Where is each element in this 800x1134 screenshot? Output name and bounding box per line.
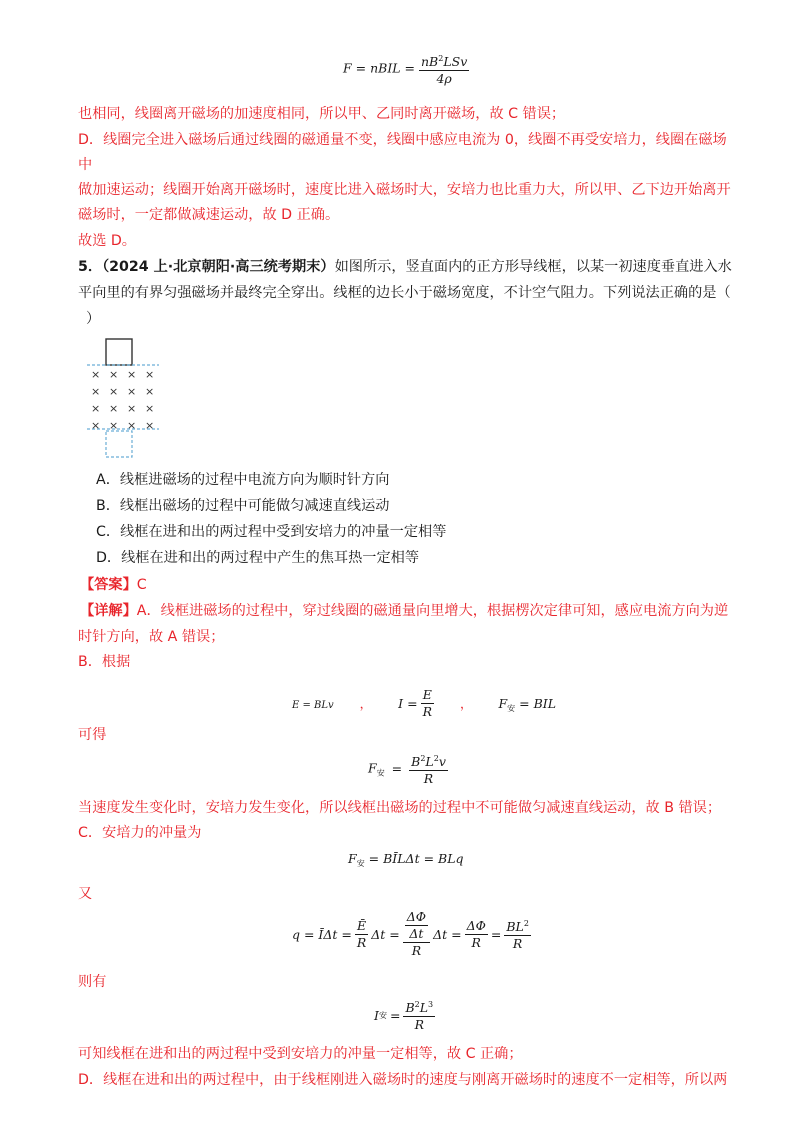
question-5-line2: 平向里的有界匀强磁场并最终完全穿出。线框的边长小于磁场宽度，不计空气阻力。下列说法正确的是（ xyxy=(78,285,731,301)
question-source: （2024 上·北京朝阳·高三统考期末） xyxy=(102,259,335,275)
magnetic-field-figure xyxy=(85,335,175,460)
question-5-line1: 5．（2024 上·北京朝阳·高三统考期末）如图所示，竖直面内的正方形导线框，以某一初速度垂直进入水 xyxy=(78,259,732,275)
formula-ampere-force: $F_安$ = BIL xyxy=(498,696,557,713)
field-crosses xyxy=(91,368,154,432)
zeyou-line: 则有 xyxy=(78,974,107,990)
field-cross: × xyxy=(109,402,119,415)
d-line: D．线框在进和出的两过程中，由于线框刚进入磁场时的速度与刚离开磁场时的速度不一定相等，所以两 xyxy=(78,1072,728,1088)
detail-line-2: 时针方向，故 A 错误； xyxy=(78,629,225,645)
field-cross: × xyxy=(145,419,155,432)
formula-charge: q = ĪΔt = $\frac{Ē}{R}$ Δt = $\frac{\frac{\Delta\Phi}{\Delta t}}{R}$ Δt = $\frac{\Delta\Phi}{R}$ = $\frac{BL^2}{R}$ xyxy=(292,909,529,958)
text-line: 做加速运动；线圈开始离开磁场时，速度比进入磁场时大，安培力也比重力大，所以甲、乙下边开始离开 xyxy=(78,182,731,198)
formula-impulse: $F_安$ = BĪLΔt = BLq xyxy=(348,851,464,868)
b-intro: B．根据 xyxy=(78,654,131,670)
field-cross: × xyxy=(109,419,119,432)
you-line: 又 xyxy=(78,886,93,902)
square-frame-bottom-dashed xyxy=(106,431,132,457)
field-cross: × xyxy=(91,419,101,432)
field-cross: × xyxy=(109,368,119,381)
option-b: B．线框出磁场的过程中可能做匀减速直线运动 xyxy=(96,498,390,514)
formula-emf: E = BLv xyxy=(292,700,334,711)
field-cross: × xyxy=(91,402,101,415)
field-cross: × xyxy=(127,368,137,381)
option-a: A．线框进磁场的过程中电流方向为顺时针方向 xyxy=(96,472,390,488)
formula-impulse-final: I 安 = $\frac{B^2L^3}{R}$ xyxy=(374,1000,434,1032)
option-c: C．线框在进和出的两过程中受到安培力的冲量一定相等 xyxy=(96,524,447,540)
formula-ampere-force-2: $F_安$ = $\frac{B^2L^2v}{R}$ xyxy=(368,754,446,786)
field-cross: × xyxy=(127,385,137,398)
field-cross: × xyxy=(145,385,155,398)
text-line: 磁场时，一定都做减速运动，故 D 正确。 xyxy=(78,207,340,223)
text-line: D．线圈完全进入磁场后通过线圈的磁通量不变，线圈中感应电流为 0，线圈不再受安培力，线圈在磁场 xyxy=(78,132,727,148)
field-cross: × xyxy=(127,402,137,415)
formula-force-top: F = nBIL = $\frac{nB^2LSv}{4\rho}$ xyxy=(343,54,468,86)
field-cross: × xyxy=(91,368,101,381)
square-frame-top xyxy=(106,339,132,365)
c-intro: C．安培力的冲量为 xyxy=(78,825,202,841)
fraction: $\frac{nB^2LSv}{4\rho}$ xyxy=(421,54,468,86)
c-conclusion: 可知线框在进和出的两过程中受到安培力的冲量一定相等，故 C 正确； xyxy=(78,1046,523,1062)
answer-line: 【答案】C xyxy=(80,577,147,593)
formula-current: I = $\frac{E}{R}$ xyxy=(398,687,432,719)
option-d: D．线框在进和出的两过程中产生的焦耳热一定相等 xyxy=(96,550,420,566)
text-line: 故选 D。 xyxy=(78,233,136,249)
field-cross: × xyxy=(145,368,155,381)
question-5-line3: ） xyxy=(86,311,101,327)
detail-line-1: 【详解】A．线框进磁场的过程中，穿过线圈的磁通量向里增大，根据楞次定律可知，感应电流方向为逆 xyxy=(80,603,729,619)
b-conclusion: 当速度发生变化时，安培力发生变化，所以线框出磁场的过程中不可能做匀减速直线运动，故 B 错误； xyxy=(78,800,722,816)
text-line: 也相同，线圈离开磁场的加速度相同，所以甲、乙同时离开磁场，故 C 错误； xyxy=(78,106,566,122)
kede-line: 可得 xyxy=(78,727,107,743)
answer-value: C xyxy=(136,577,147,593)
field-cross: × xyxy=(145,402,155,415)
field-cross: × xyxy=(109,385,119,398)
text-line: 中 xyxy=(78,157,93,173)
field-cross: × xyxy=(91,385,101,398)
formula-row-b: E = BLv ， I = $\frac{E}{R}$ ， $F_安$ = BIL xyxy=(292,687,557,719)
field-cross: × xyxy=(127,419,137,432)
